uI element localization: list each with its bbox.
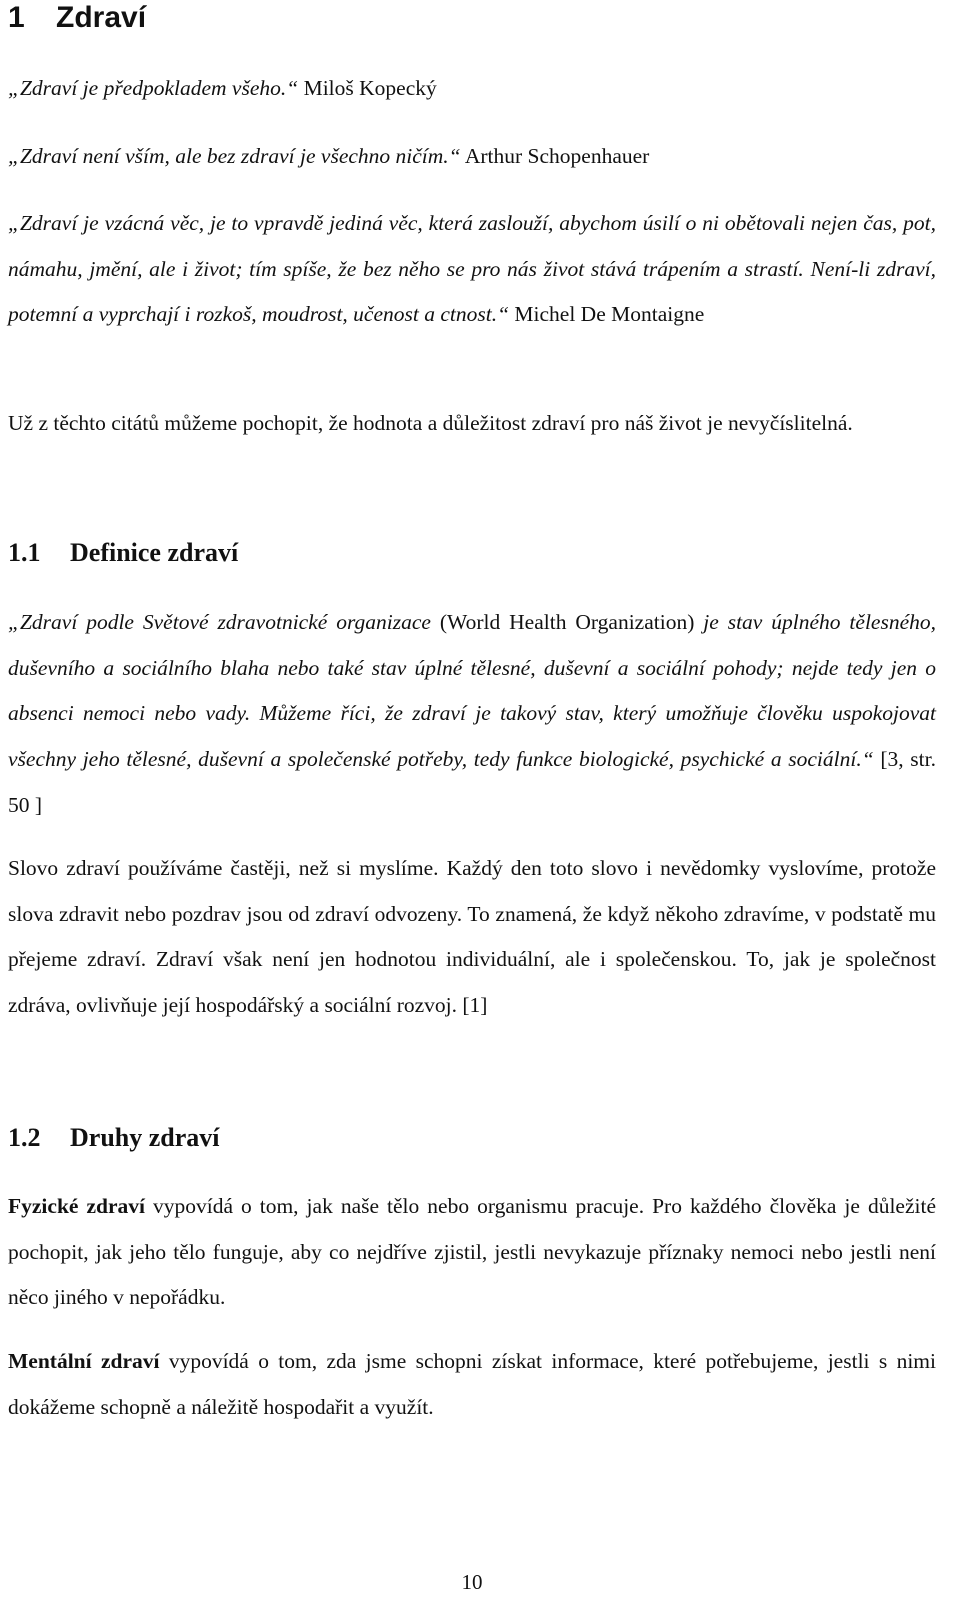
definition-text-start: „Zdraví podle Světové zdravotnické organizace xyxy=(8,610,431,634)
intro-paragraph: Už z těchto citátů můžeme pochopit, že hodnota a důležitost zdraví pro náš život je nevyčíslitelná. xyxy=(8,411,853,435)
physical-health-paragraph xyxy=(8,1184,936,1321)
section-title: Druhy zdraví xyxy=(70,1123,220,1152)
physical-health-text: vypovídá o tom, jak naše tělo nebo organismu pracuje. Pro každého člověka je důležité pochopit, jak jeho tělo funguje, aby co nejdříve zjistil, jestli nevykazuje příznaky nemoci nebo jestli není něco jiného v nepořádku. xyxy=(8,1194,936,1310)
section-number: 1.2 xyxy=(8,1123,41,1152)
definition-citation: [3, str. 50 ] xyxy=(8,747,936,817)
quote-text: „Zdraví je předpokladem všeho.“ xyxy=(8,76,299,100)
mental-health-text: vypovídá o tom, zda jsme schopni získat informace, které potřebujeme, jestli s nimi dokážeme schopně a náležitě hospodařit a využít. xyxy=(8,1349,936,1419)
page-number: 10 xyxy=(461,1570,483,1594)
chapter-number: 1 xyxy=(8,1,25,34)
chapter-heading xyxy=(8,0,146,36)
physical-health-term: Fyzické zdraví xyxy=(8,1194,145,1218)
health-word-paragraph: Slovo zdraví používáme častěji, než si myslíme. Každý den toto slovo i nevědomky vyslovíme, protože slova zdravit nebo pozdrav jsou od zdraví odvozeny. To znamená, že když někoho zdravíme, v podstatě mu přejeme zdraví. Zdraví však není jen hodnotou individuální, ale i společenskou. To, jak je společnost zdráva, ovlivňuje její hospodářský a sociální rozvoj. [1] xyxy=(8,856,936,1018)
section-title: Definice zdraví xyxy=(70,538,239,567)
quote-text: „Zdraví není vším, ale bez zdraví je všechno ničím.“ xyxy=(8,144,461,168)
quote-author: Miloš Kopecký xyxy=(298,76,437,100)
mental-health-term: Mentální zdraví xyxy=(8,1349,160,1373)
chapter-title: Zdraví xyxy=(56,1,147,34)
quote-kopecky xyxy=(8,66,936,112)
definition-organization: (World Health Organization) xyxy=(430,610,704,634)
quote-montaigne xyxy=(8,201,936,338)
section-heading-1-2 xyxy=(8,1122,220,1154)
quote-author: Michel De Montaigne xyxy=(509,302,705,327)
definition-text-body: je stav úplného tělesného, duševního a sociálního blaha nebo také stav úplné tělesné, duševní a sociální pohody; nejde tedy jen o absenci nemoci nebo vady. Můžeme říci, že zdraví je takový stav, který umožňuje člověku uspokojovat všechny jeho tělesné, duševní a společenské potřeby, tedy funkce biologické, psychické a sociální.“ xyxy=(8,610,936,772)
mental-health-paragraph xyxy=(8,1339,936,1430)
quote-author: Arthur Schopenhauer xyxy=(460,144,650,168)
who-definition-paragraph xyxy=(8,600,936,829)
quote-text: „Zdraví je vzácná věc, je to vpravdě jediná věc, která zaslouží, abychom úsilí o ni obětovali nejen čas, pot, námahu, jmění, ale i život; tím spíše, že bez něho se pro nás život stává trápením a strastí. Není-li zdraví, potemní a vyprchají i rozkoš, moudrost, učenost a ctnost.“ xyxy=(8,211,936,327)
section-heading-1-1 xyxy=(8,537,238,569)
section-number: 1.1 xyxy=(8,538,41,567)
quote-schopenhauer xyxy=(8,134,936,180)
